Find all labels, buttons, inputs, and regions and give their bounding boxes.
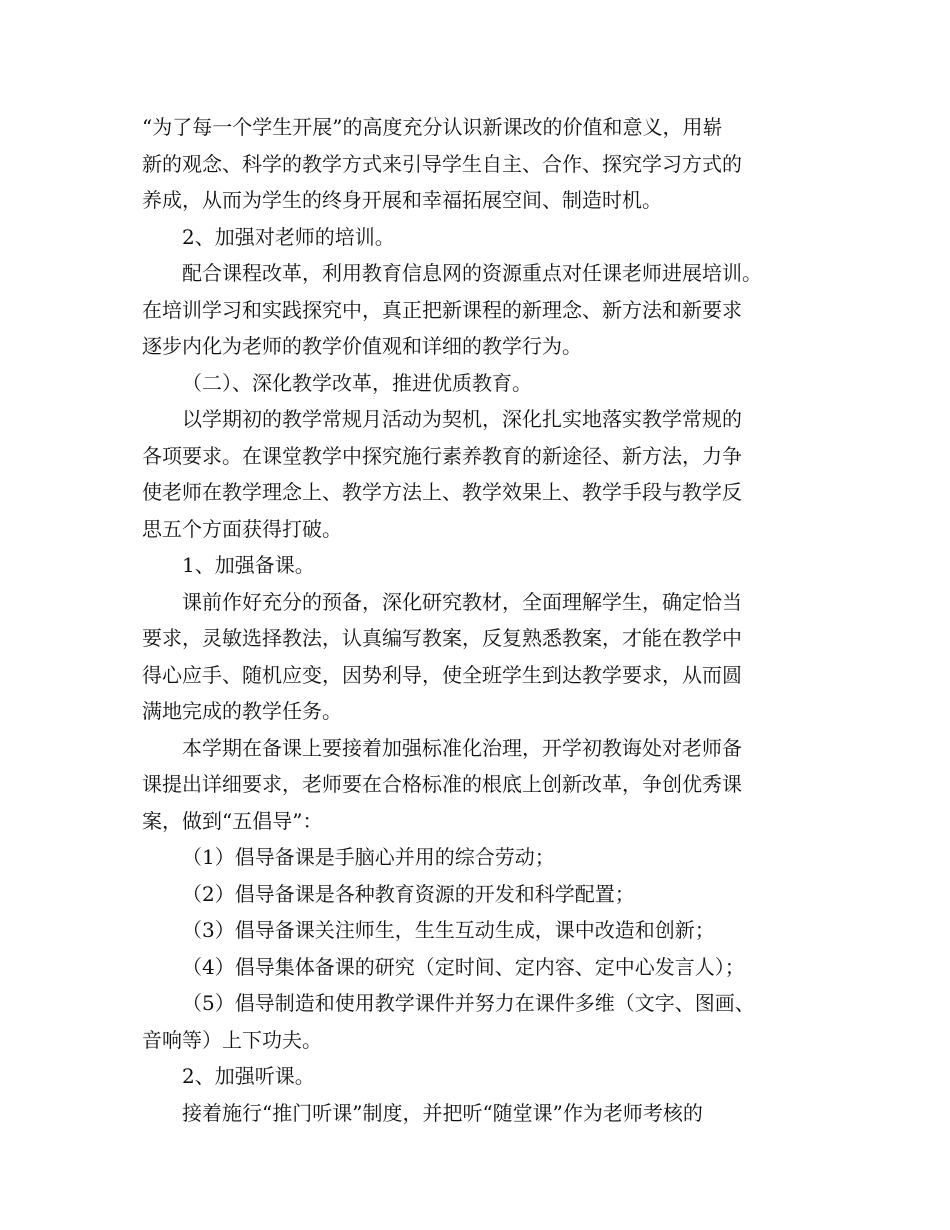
list-item: （5）倡导制造和使用教学课件并努力在课件多维（文字、图画、 [182, 991, 755, 1015]
text-line: 配合课程改革，利用教育信息网的资源重点对任课老师进展培训。 [182, 261, 762, 285]
text-line: 逐步内化为老师的教学价值观和详细的教学行为。 [142, 334, 582, 358]
text-line: 新的观念、科学的教学方式来引导学生自主、合作、探究学习方式的 [142, 151, 742, 176]
text-line: 各项要求。在课堂教学中探究施行素养教育的新途径、新方法，力争 [142, 443, 742, 468]
text-line: 思五个方面获得打破。 [142, 516, 342, 541]
text-line: 养成，从而为学生的终身开展和幸福拓展空间、制造时机。 [142, 188, 662, 212]
list-item: （3）倡导备课关注师生，生生互动生成，课中改造和创新； [182, 918, 715, 942]
list-item: （2）倡导备课是各种教育资源的开发和科学配置； [182, 881, 635, 906]
list-item: （4）倡导集体备课的研究（定时间、定内容、定中心发言人）； [182, 954, 745, 979]
text-line: 接着施行“推门听课”制度，并把听“随堂课”作为老师考核的 [182, 1100, 703, 1125]
text-line: “为了每一个学生开展”的高度充分认识新课改的价值和意义，用崭 [142, 115, 723, 139]
text-line: 课提出详细要求，老师要在合格标准的根底上创新改革，争创优秀课 [142, 772, 742, 796]
section-heading: （二）、深化教学改革，推进优质教育。 [182, 370, 532, 395]
document-body [142, 109, 822, 1131]
section-heading: 1、加强备课。 [182, 553, 315, 577]
text-line: 音响等）上下功夫。 [142, 1027, 322, 1052]
list-item: （1）倡导备课是手脑心并用的综合劳动； [182, 845, 555, 869]
text-line: 本学期在备课上要接着加强标准化治理，开学初教诲处对老师备 [182, 735, 742, 760]
text-line: 在培训学习和实践探究中，真正把新课程的新理念、新方法和新要求 [142, 297, 742, 322]
section-heading: 2、加强对老师的培训。 [182, 224, 395, 249]
text-line: 课前作好充分的预备，深化研究教材，全面理解学生，确定恰当 [182, 589, 742, 614]
text-line: 满地完成的教学任务。 [142, 699, 342, 723]
text-line: 以学期初的教学常规月活动为契机，深化扎实地落实教学常规的 [182, 407, 742, 431]
text-line: 得心应手、随机应变，因势利导，使全班学生到达教学要求，从而圆 [142, 662, 742, 687]
text-line: 案，做到“五倡导”： [142, 808, 323, 833]
text-line: 使老师在教学理念上、教学方法上、教学效果上、教学手段与教学反 [142, 480, 742, 504]
section-heading: 2、加强听课。 [182, 1064, 315, 1088]
text-line: 要求，灵敏选择教法，认真编写教案，反复熟悉教案，才能在教学中 [142, 626, 742, 650]
